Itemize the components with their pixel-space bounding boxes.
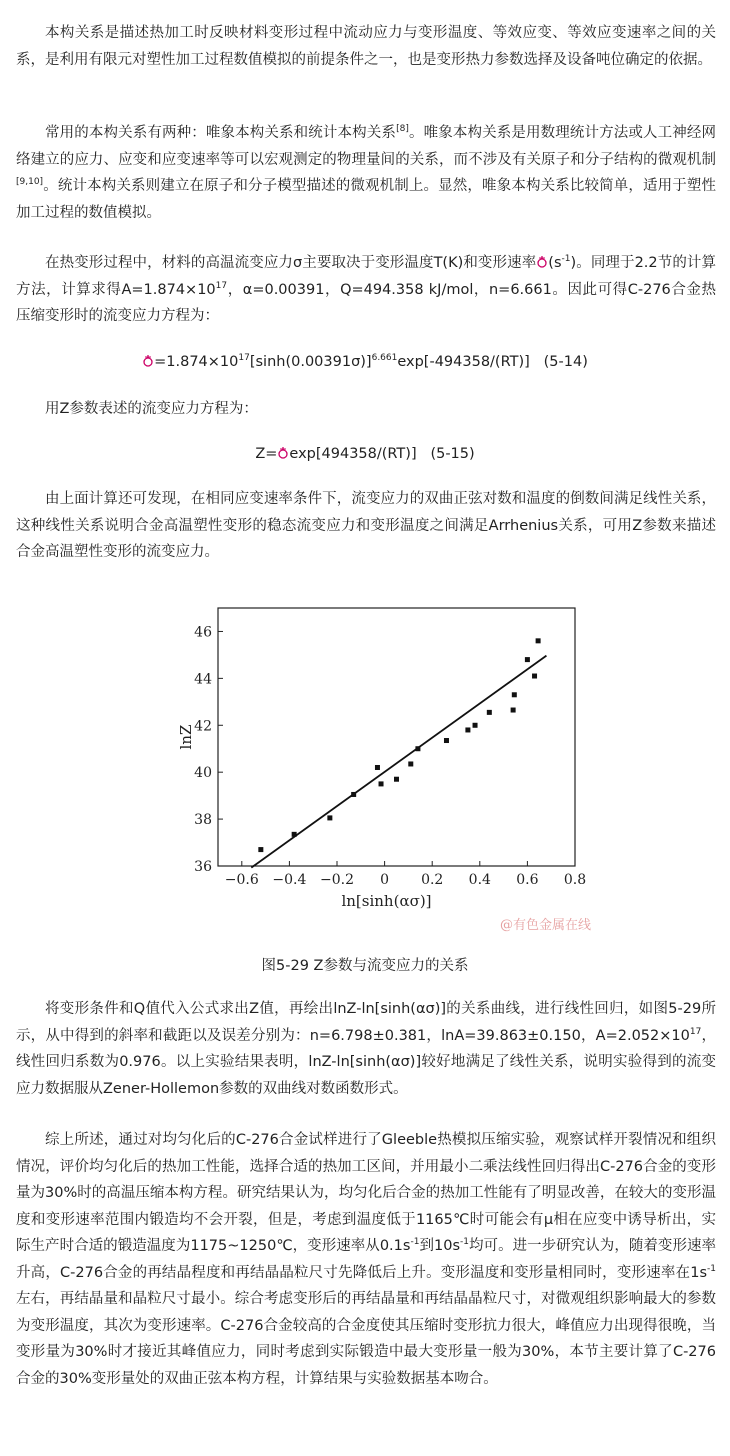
paragraph-4	[16, 396, 716, 423]
y-tick-label: 40	[194, 765, 212, 782]
data-point	[351, 792, 356, 797]
paragraph-3-sup-2: 17	[215, 280, 228, 291]
paragraph-7	[16, 1127, 716, 1392]
equation-5-14-part-b: [sinh(0.00391σ)]	[249, 354, 372, 370]
paragraph-3	[16, 250, 716, 330]
paragraph-2-text-a: 常用的本构关系有两种：唯象本构关系和统计本构关系	[45, 125, 397, 141]
strain-rate-icon	[277, 447, 289, 459]
lnz-vs-sinh-chart	[175, 598, 595, 928]
equation-5-15-part-b: exp[494358/(RT)]	[289, 446, 417, 462]
data-point	[415, 746, 420, 751]
paragraph-6-text-a: 将变形条件和Q值代入公式求出Z值，再绘出lnZ-ln[sinh(ασ)]的关系曲线，进行线性回归，如图5-29所示，从中得到的斜率和截距以及误差分别为：n=6.798±0.381，lnA=39.863±0.150，A=2.052×10	[16, 1001, 716, 1044]
paragraph-2-text-c: 。统计本构关系则建立在原子和分子模型描述的微观机制上。显然，唯象本构关系比较简单，适用于塑性加工过程的数值模拟。	[16, 178, 716, 221]
data-point	[512, 692, 517, 697]
equation-number-5-14: (5-14)	[543, 354, 588, 370]
data-point	[379, 781, 384, 786]
y-tick-label: 44	[194, 671, 212, 688]
x-tick-label: −0.2	[320, 872, 354, 888]
citation-9-10: [9,10]	[16, 177, 44, 187]
data-point	[536, 638, 541, 643]
x-tick-label: −0.4	[272, 872, 307, 888]
data-point	[525, 657, 530, 662]
x-tick-label: 0.4	[468, 872, 491, 888]
y-tick-label: 46	[194, 624, 212, 641]
data-point	[394, 777, 399, 782]
paragraph-3-sup-1: -1	[561, 254, 571, 264]
data-point	[473, 723, 478, 728]
data-point	[258, 847, 263, 852]
y-tick-label: 38	[194, 812, 212, 829]
paragraph-7-sup-2: -1	[460, 1237, 469, 1247]
paragraph-6-text-b: ，线性回归系数为0.976。以上实验结果表明，lnZ-ln[sinh(ασ)]较好地满足了线性关系，说明实验得到的流变应力数据服从Zener-Hollemon参数的双曲线对数函数形式。	[16, 1027, 716, 1097]
equation-5-14-sup-2: 6.661	[371, 353, 398, 363]
paragraph-7-text-d: 左右，再结晶量和晶粒尺寸最小。综合考虑变形后的再结晶量和再结晶晶粒尺寸，对微观组织影响最大的参数为变形温度，其次为变形速率。C-276合金较高的合金度使其压缩时变形抗力很大，峰值应力出现得很晚，当变形量为30%时才接近其峰值应力，同时考虑到实际锻造中最大变形量一般为30%，本节主要计算了C-276合金的30%变形量处的双曲正弦本构方程，计算结果与实验数据基本吻合。	[16, 1291, 716, 1387]
paragraph-2	[16, 120, 716, 226]
paragraph-3-text-b: (s	[548, 255, 562, 271]
x-tick-label: 0.8	[563, 872, 587, 888]
equation-5-14-sup-1: 17	[238, 353, 250, 363]
watermark-text: @有色金属在线	[500, 918, 592, 933]
x-axis-label: ln[sinh(ασ)]	[341, 892, 432, 910]
data-point	[444, 738, 449, 743]
figure-5-29	[175, 598, 595, 928]
paragraph-3-text-a: 在热变形过程中，材料的高温流变应力σ主要取决于变形温度T(K)和变形速率	[45, 255, 537, 271]
paragraph-5	[16, 486, 716, 566]
paragraph-7-text-a: 综上所述，通过对均匀化后的C-276合金试样进行了Gleeble热模拟压缩实验，观察试样开裂情况和组织情况，评价均匀化后的热加工性能，选择合适的热加工区间，并用最小二乘法线性回归得出C-276合金的变形量为30%时的高温压缩本构方程。研究结果认为，均匀化后合金的热加工性能有了明显改善，在较大的变形温度和变形速率范围内锻造均不会开裂，但是，考虑到温度低于1165℃时可能会有μ相在应变中诱导析出，实际生产时合适的锻造温度为1175~1250℃，变形速率从0.1s	[16, 1132, 716, 1254]
paragraph-5-text: 由上面计算还可发现，在相同应变速率条件下，流变应力的双曲正弦对数和温度的倒数间满足线性关系，这种线性关系说明合金高温塑性变形的稳态流变应力和变形温度之间满足Arrhenius关系，可用Z参数来描述合金高温塑性变形的流变应力。	[16, 491, 716, 560]
x-tick-label: 0.6	[516, 872, 539, 888]
x-tick-label: 0.2	[421, 872, 444, 888]
figure-caption: 图5-29 Z参数与流变应力的关系	[261, 958, 469, 974]
paragraph-3-text-d: ，α=0.00391，Q=494.358 kJ/mol，n=6.661。因此可得C-276合金热压缩变形时的流变应力方程为：	[16, 281, 716, 324]
equation-5-15	[0, 442, 730, 466]
equation-5-14-part-a: =1.874×10	[154, 354, 239, 370]
y-axis-label: lnZ	[177, 724, 195, 750]
data-point	[487, 710, 492, 715]
plot-frame	[218, 608, 575, 866]
data-point	[465, 727, 470, 732]
paragraph-7-sup-1: -1	[410, 1237, 420, 1247]
y-tick-label: 36	[194, 859, 212, 875]
data-point	[292, 832, 297, 837]
paragraph-2-text-b: 。唯象本构关系是用数理统计方法或人工神经网络建立的应力、应变和应变速率等可以宏观测定的物理量间的关系，而不涉及有关原子和分子结构的微观机制	[16, 125, 717, 168]
paragraph-3-text-c: )。同理于2.2节的计算方法，计算求得A=1.874×10	[16, 255, 716, 298]
paragraph-7-sup-3: -1	[707, 1263, 716, 1274]
strain-rate-icon	[142, 355, 154, 367]
paragraph-6	[16, 996, 716, 1102]
paragraph-6-sup: 17	[689, 1026, 702, 1037]
equation-number-5-15: (5-15)	[430, 446, 475, 462]
data-point	[375, 765, 380, 770]
paragraph-4-text: 用Z参数表述的流变应力方程为：	[45, 401, 258, 417]
equation-5-14	[0, 350, 730, 374]
strain-rate-icon	[536, 256, 548, 268]
data-point	[511, 708, 516, 713]
citation-8: [8]	[396, 124, 409, 134]
data-point	[408, 761, 413, 766]
equation-5-15-part-a: Z=	[255, 446, 278, 462]
equation-5-14-part-c: exp[-494358/(RT)]	[397, 354, 530, 370]
x-tick-label: −0.6	[224, 872, 259, 888]
paragraph-7-text-c: 均可。进一步研究认为，随着变形速率升高，C-276合金的再结晶程度和再结晶晶粒尺寸先降低后上升。变形温度和变形量相同时，变形速率在1s	[16, 1238, 717, 1281]
x-tick-label: 0	[380, 872, 390, 888]
data-point	[327, 815, 332, 820]
paragraph-1	[16, 20, 716, 73]
paragraph-1-text: 本构关系是描述热加工时反映材料变形过程中流动应力与变形温度、等效应变、等效应变速率之间的关系，是利用有限元对塑性加工过程数值模拟的前提条件之一，也是变形热力参数选择及设备吨位确定的依据。	[16, 25, 716, 68]
data-point	[532, 674, 537, 679]
paragraph-7-text-b: 到10s	[419, 1238, 461, 1254]
y-tick-label: 42	[194, 718, 212, 735]
